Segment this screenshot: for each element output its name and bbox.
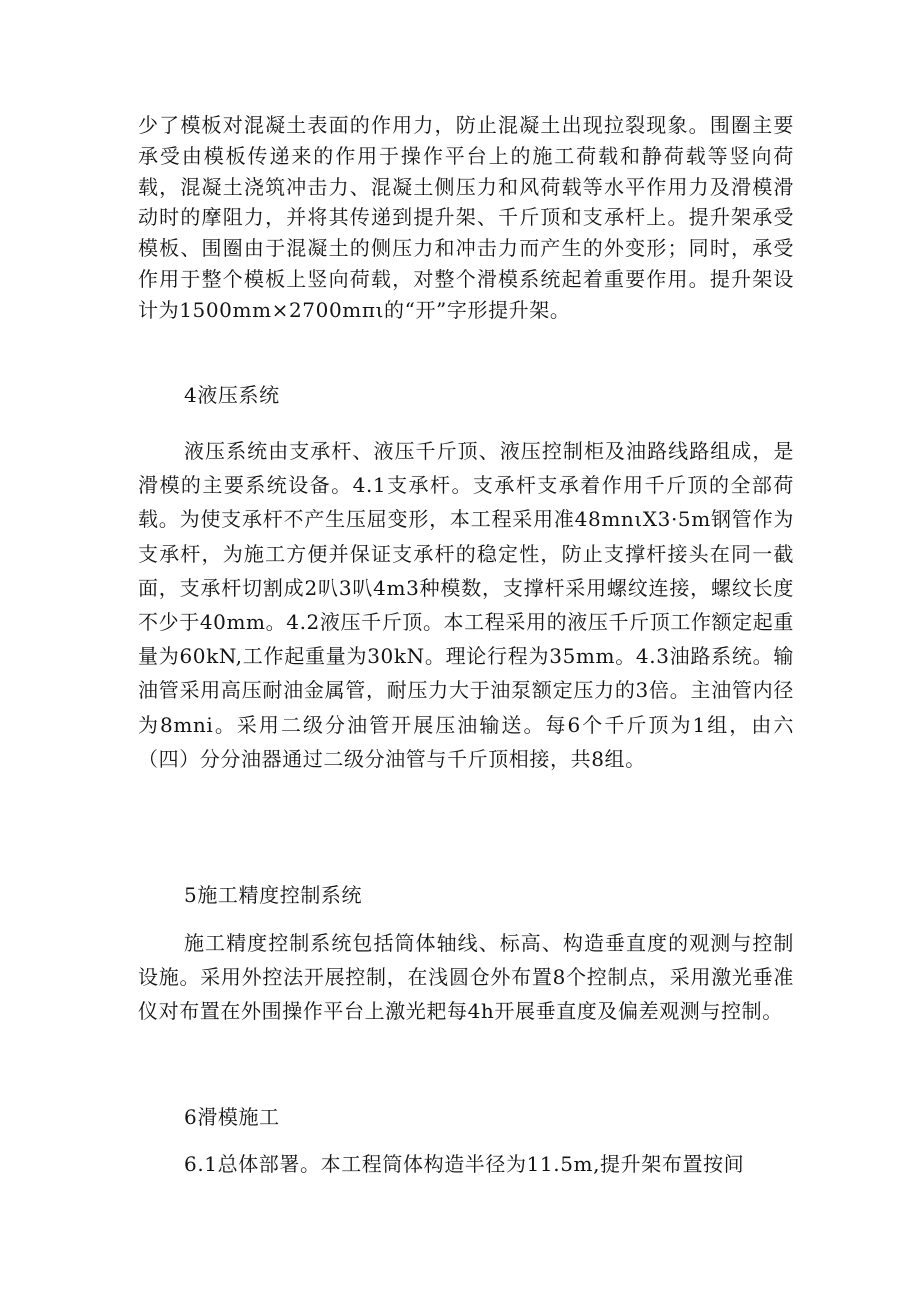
paragraph-general-deployment: 6.1总体部署。本工程筒体构造半径为11.5m,提升架布置按间 — [184, 1152, 745, 1176]
paragraph-hydraulic-system: 液压系统由支承杆、液压千斤顶、液压控制柜及油路线路组成，是滑模的主要系统设备。4.1支承杆。支承杆支承着作用千斤顶的全部荷载。为使支承杆不产生压屈变形，本工程采用准48mnιX3·5m钢管作为支承杆，为施工方便并保证支承杆的稳定性，防止支撑杆接头在同一截面，支承杆切割成2叭3叭4m3种模数，支撑杆采用螺纹连接，螺纹长度不少于40mm。4.2液压千斤顶。本工程采用的液压千斤顶工作额定起重量为60kN,工作起重量为30kN。理论行程为35mm。4.3油路系统。输油管采用高压耐油金属管，耐压力大于油泵额定压力的3倍。主油管内径为8mni。采用二级分油管开展压油输送。每6个千斤顶为1组，由六（四）分分油器通过二级分油管与千斤顶相接，共8组。 — [138, 439, 794, 771]
section-heading-slipform-construction: 6滑模施工 — [184, 1105, 280, 1129]
section-heading-hydraulic-system: 4液压系统 — [184, 383, 280, 407]
section-heading-precision-control: 5施工精度控制系统 — [184, 883, 363, 907]
paragraph-formwork-yoke: 少了模板对混凝土表面的作用力，防止混凝土出现拉裂现象。围圈主要承受由模板传递来的作用于操作平台上的施工荷载和静荷载等竖向荷载，混凝土浇筑冲击力、混凝土侧压力和风荷载等水平作用力及滑模滑动时的摩阻力，并将其传递到提升架、千斤顶和支承杆上。提升架承受模板、围圈由于混凝土的侧压力和冲击力而产生的外变形；同时，承受作用于整个模板上竖向荷载，对整个滑模系统起着重要作用。提升架设计为1500mm×2700mπι的“开”字形提升架。 — [138, 113, 794, 322]
paragraph-precision-control: 施工精度控制系统包括筒体轴线、标高、构造垂直度的观测与控制设施。采用外控法开展控制，在浅圆仓外布置8个控制点，采用激光垂准仪对布置在外围操作平台上激光耙每4h开展垂直度及偏差观测与控制。 — [138, 931, 794, 1024]
